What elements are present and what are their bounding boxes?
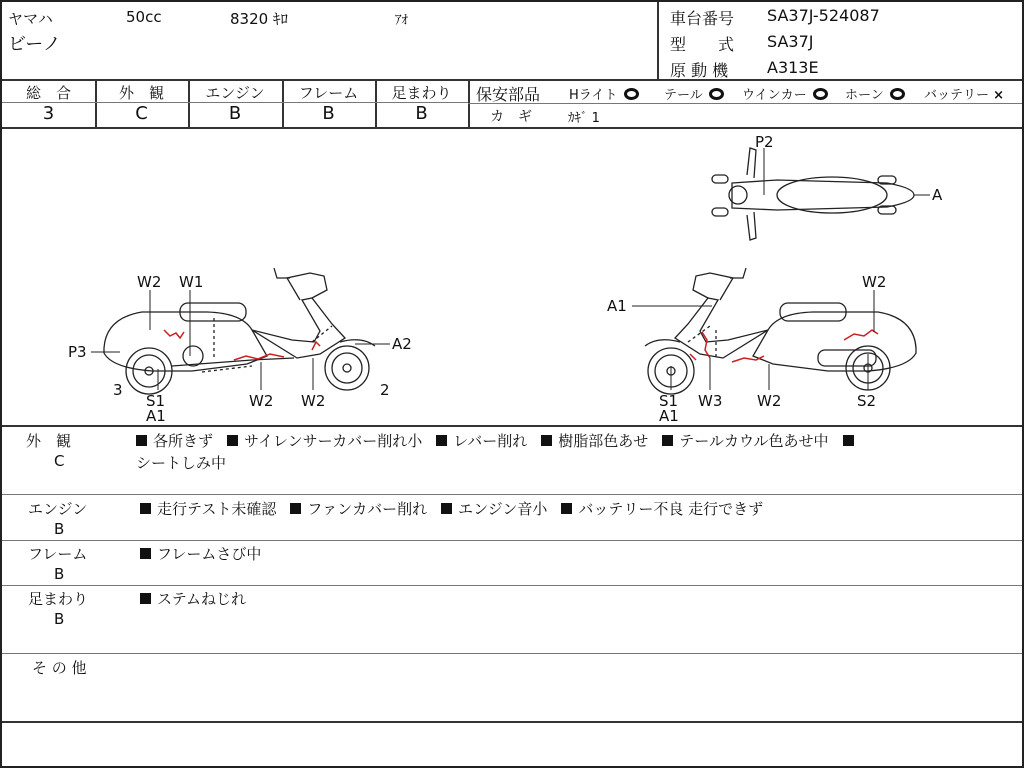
grade-frame-value: B (322, 103, 335, 124)
scooter-top-view (712, 148, 914, 240)
displacement: 50cc (126, 8, 162, 26)
diagram-label: S1 (659, 392, 679, 410)
diagram-label: W2 (249, 392, 274, 410)
diagram-label: 3 (113, 381, 123, 399)
remark-engine-notes: 走行テスト未確認 ファンカバー削れ エンジン音小 バッテリー不良 走行できず (140, 498, 1016, 520)
diagram-label: W3 (698, 392, 723, 410)
type-value: SA37J (767, 32, 814, 51)
key-value: ｶｷﾞ 1 (568, 111, 600, 126)
engine-label: 原 動 機 (670, 61, 729, 80)
remark-engine-label: エンジン (28, 500, 88, 518)
grade-engine-label: エンジン (205, 84, 265, 102)
safety-horn: ホーン (845, 84, 905, 103)
safety-battery: バッテリー × (924, 88, 1005, 103)
remark-frame-notes: フレームさび中 (140, 543, 1016, 565)
chassis-value: SA37J-524087 (767, 6, 880, 25)
grade-engine-value: B (228, 103, 242, 124)
remark-suspension-grade: B (54, 610, 65, 628)
key-label: カ ギ (490, 109, 532, 125)
remark-suspension-label: 足まわり (28, 590, 89, 608)
model-name: ビーノ (8, 34, 61, 55)
engine-value: A313E (767, 58, 819, 77)
grade-exterior-value: C (135, 103, 148, 124)
diagram-label: P2 (755, 133, 774, 151)
type-label: 型 式 (670, 35, 735, 54)
remark-other-label: そ の 他 (32, 659, 87, 677)
diagram-label: 2 (380, 381, 390, 399)
grade-total-label: 総 合 (25, 84, 71, 102)
diagram-label: A1 (659, 407, 679, 425)
remark-frame-label: フレーム (28, 545, 88, 563)
damage-diagram (2, 128, 1022, 426)
ok-circle-icon (813, 88, 828, 100)
diagram-label: A2 (392, 335, 412, 353)
remark-exterior-notes: 各所きず サイレンサーカバー削れ小 レバー削れ 樹脂部色あせ テールカウル色あせ中 シートしみ中 (136, 430, 1016, 474)
remark-suspension-notes: ステムねじれ (140, 588, 1016, 610)
ng-cross-icon: × (993, 88, 1005, 103)
remark-engine-grade: B (54, 520, 65, 538)
grade-suspension-value: B (415, 103, 428, 124)
diagram-label: S1 (146, 392, 166, 410)
ok-circle-icon (890, 88, 905, 100)
grade-total-value: 3 (42, 103, 55, 124)
grade-frame-label: フレーム (298, 84, 359, 102)
grade-exterior-label: 外 観 (118, 84, 164, 102)
chassis-label: 車台番号 (670, 9, 735, 28)
remark-exterior-grade: C (54, 452, 65, 470)
diagram-label: A (932, 186, 943, 204)
mileage: 8320 ｷﾛ (230, 10, 288, 28)
color: ｱｵ (395, 13, 408, 28)
diagram-label: P3 (68, 343, 87, 361)
diagram-label: A1 (607, 297, 627, 315)
maker: ヤマハ (8, 10, 53, 28)
diagram-label: A1 (146, 407, 166, 425)
remark-frame-grade: B (54, 565, 65, 583)
diagram-label: W2 (862, 273, 887, 291)
diagram-label: S2 (857, 392, 877, 410)
grade-suspension-label: 足まわり (391, 84, 452, 102)
ok-circle-icon (709, 88, 724, 100)
safety-winker: ウインカー (742, 84, 828, 103)
safety-tail: テール (664, 84, 724, 103)
diagram-label: W2 (301, 392, 326, 410)
safety-headlight: Hライト (569, 84, 639, 103)
remark-exterior-label: 外 観 (26, 432, 72, 450)
diagram-label: W2 (757, 392, 782, 410)
ok-circle-icon (624, 88, 639, 100)
diagram-label: W2 (137, 273, 162, 291)
safety-label: 保安部品 (476, 85, 541, 104)
diagram-label: W1 (179, 273, 204, 291)
